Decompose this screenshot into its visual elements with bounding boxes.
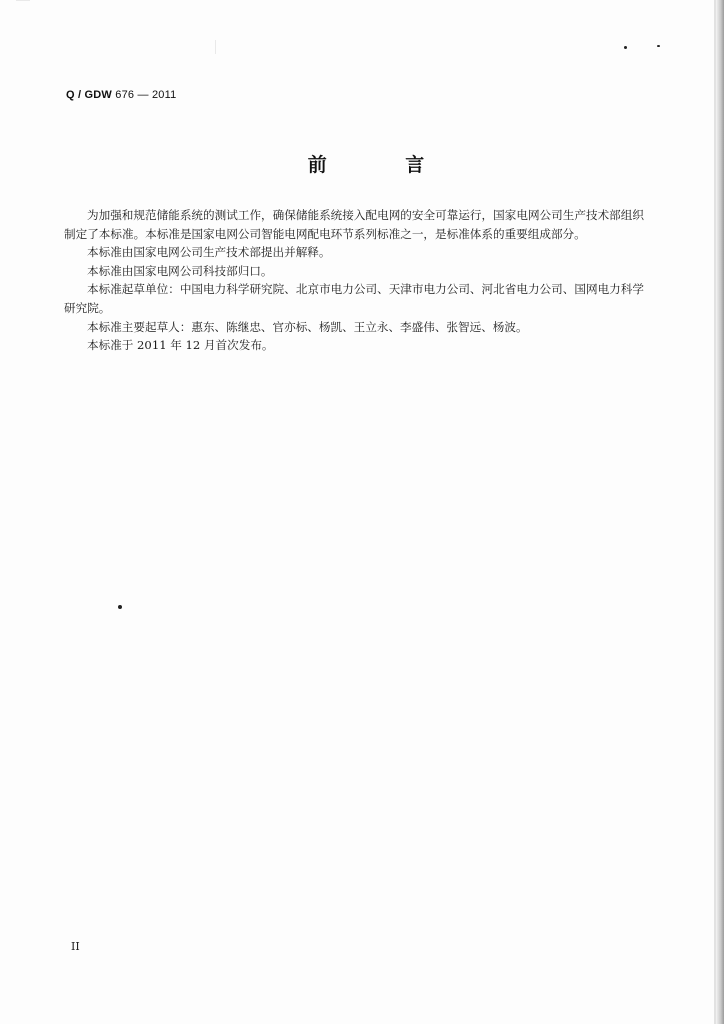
- document-code: [66, 89, 176, 101]
- paragraph-proposer: 本标准由国家电网公司生产技术部提出并解释。: [87, 245, 331, 260]
- document-code-number: 676 — 2011: [115, 89, 177, 101]
- paragraph-release: 本标准于 2011 年 12 月首次发布。: [87, 338, 274, 353]
- foreword-body: [64, 206, 644, 355]
- paragraph-administrator: 本标准由国家电网公司科技部归口。: [87, 263, 273, 278]
- scan-speck: [118, 605, 122, 609]
- page-title: 前 言: [307, 154, 461, 176]
- scan-artifact: [215, 40, 216, 54]
- paragraph-drafters: 本标准主要起草人：惠东、陈继忠、官亦标、杨凯、王立永、李盛伟、张智远、杨波。: [87, 319, 528, 334]
- paragraph-purpose: 为加强和规范储能系统的测试工作，确保储能系统接入配电网的安全可靠运行，国家电网公司生产技术部组织制定了本标准。本标准是国家电网公司智能电网配电环节系列标准之一，是标准体系的重要组成部分。: [64, 208, 644, 241]
- scan-speck: [624, 46, 627, 49]
- page-number: II: [71, 940, 80, 953]
- scan-speck: [657, 45, 660, 47]
- scan-artifact: [16, 0, 30, 1]
- document-code-prefix: Q / GDW: [66, 89, 113, 101]
- paragraph-drafting-units: 本标准起草单位：中国电力科学研究院、北京市电力公司、天津市电力公司、河北省电力公司、国网电力科学研究院。: [64, 282, 644, 315]
